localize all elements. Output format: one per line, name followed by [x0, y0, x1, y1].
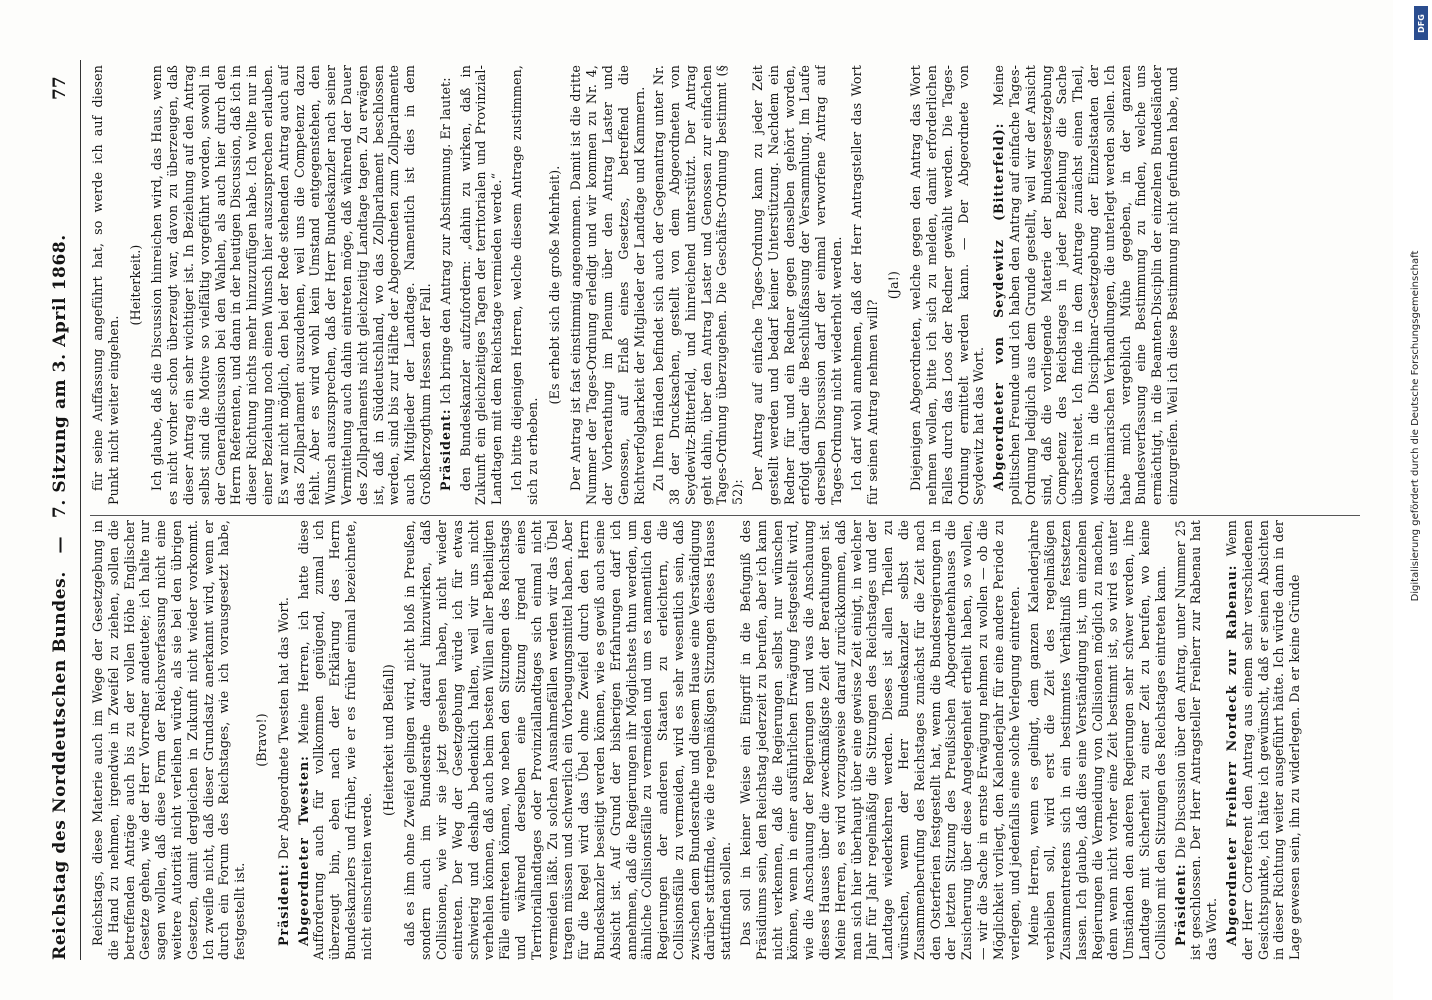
speech-paragraph: [1224, 520, 1303, 960]
speaker-label: Präsident:: [275, 863, 291, 946]
digitization-note: [1410, 250, 1428, 602]
quoted-motion: Der Antrag auf einfache Tages-Ordnung kann zu jeder Zeit gestellt werden und bedarf keiner Unterstützung. Nachdem ein Redner für und ein Redner gegen denselben gehört worden, erfolgt darüber die Beschlußfassung der Versammlung. Im Laufe derselben Discussion darf der einmal verworfene Antrag auf Tages-Ordnung nicht wiederholt werden.: [750, 65, 845, 505]
left-column: [90, 520, 1370, 960]
dfg-logo-text: DFG: [1416, 13, 1426, 33]
digitization-note-text: Digitalisierung gefördert durch die Deutsche Forschungsgemeinschaft: [1410, 250, 1421, 602]
dfg-logo: [1414, 6, 1428, 40]
speech-paragraph: [276, 520, 292, 960]
stage-direction: (Heiterkeit.): [127, 244, 143, 326]
body-paragraph: für seine Auffassung angeführt hat, so werde ich auf diesen Punkt nicht weiter eingehen.: [90, 65, 121, 505]
body-paragraph: Der Antrag ist fast einstimmig angenommen. Damit ist die dritte Nummer der Tages-Ordnung erledigt und wir kommen zu Nr. 4, der Vorberathung im Plenum über den Antrag Laster und Genossen, auf Erlaß eines Gesetzes, betreffend die Richtverfolgbarkeit der Mitglieder der Landtage und Kammern.: [568, 65, 647, 505]
speech-paragraph: [991, 65, 1181, 505]
stage-direction: (Bravo!): [253, 713, 269, 767]
speech-paragraph: [438, 65, 454, 505]
column-divider: [90, 515, 1360, 516]
body-paragraph: Ich glaube, daß die Discussion hinreichen wird, das Haus, wenn es nicht vorher schon überzeugt war, davon zu überzeugen, daß dieser Antrag ein sehr wichtiger ist. In Beziehung auf den Antrag selbst sind die Motive so vielfältig vorgeführt worden, sowohl in der Generaldiscussion bei den Wahlen, als auch hier durch den Herrn Referenten, und dann in der heutigen Discussion, daß ich in dieser Richtung nichts mehr hinzuzufügen habe. Ich wollte nur in einer Beziehung noch einen Wunsch hier auszusprechen erlauben. Es war nicht möglich, den bei der Rede stehenden Antrag auch auf das Zollparlament auszudehnen, weil uns die Competenz dazu fehlt. Aber es wird wohl kein Umstand entgegenstehen, den Wunsch auszusprechen, daß der Herr Bundeskanzler nach seiner Vermittelung auch dahin eintreten möge, daß während der Dauer des Zollparlaments nicht gleichzeitig Landtage tagen. Zu erwägen ist, daß in Süddeutschland, wo das Zollparlament beschlossen werden, sind bis zur Hälfte der Abgeordneten zum Zollparlamente auch Mitglieder der Landtage. Namentlich ist dies in dem Großherzogthum Hessen der Fall.: [149, 65, 433, 505]
body-paragraph: Diejenigen Abgeordneten, welche gegen den Antrag das Wort nehmen wollen, bitte ich sich zu melden, damit erforderlichen Falles durch das Loos der Redner gewählt werden. Die Tages-Ordnung ermittelt werden kann. — Der Abgeordnete von Seydewitz hat das Wort.: [908, 65, 987, 505]
speaker-label: Abgeordneter Freiherr Nordeck zur Rabenau:: [1223, 564, 1239, 946]
quoted-motion: den Bundeskanzler aufzufordern: „dahin zu wirken, daß in Zukunft ein gleichzeitiges Tagen der territorialen und Provinzial-Landtagen mit dem Reichstage vermieden werde.“: [457, 65, 505, 505]
body-paragraph: Ich bitte diejenigen Herren, welche diesem Antrage zustimmen, sich zu erheben.: [508, 65, 540, 505]
right-column: [90, 65, 1370, 505]
body-paragraph: Ich darf wohl annehmen, daß der Herr Antragsteller das Wort für seinen Antrag nehmen will?: [848, 65, 880, 505]
speech-text: Meine Herren, ich hatte diese Aufforderung auch für vollkommen genügend, zumal ich überzeugt bin, eben nach der Erklärung des Herrn Bundeskanzlers und früher, wie er es früher einmal bezeichnete, nicht einschreiten werde.: [295, 520, 374, 960]
speaker-label: Abgeordneter von Seydewitz (Bitterfeld):: [991, 122, 1007, 491]
rotated-page-content: [50, 40, 1390, 980]
running-head-left: Reichstag des Norddeutschen Bundes.: [50, 571, 70, 960]
body-paragraph: Zu Ihren Händen befindet sich auch der Gegenantrag unter Nr. 38 der Drucksachen, gestellt von dem Abgeordneten von Seydewitz-Bitterfeld, und hinreichend unterstützt. Der Antrag geht dahin, über den Antrag Laster und Genossen zur einfachen Tages-Ordnung überzugehen. Die Geschäfts-Ordnung bestimmt (§ 52):: [651, 65, 746, 505]
stage-direction: (Es erhebt sich die große Mehrheit).: [546, 165, 562, 405]
running-head-right: 7. Sitzung am 3. April 1868.: [50, 234, 70, 519]
speaker-label: Abgeordneter Twesten:: [295, 755, 311, 946]
running-head-separator: —: [50, 535, 70, 554]
speech-paragraph: [1173, 520, 1220, 960]
speech-text: Ich bringe den Antrag zur Abstimmung. Er lautet:: [437, 77, 453, 409]
body-paragraph: Reichstags, diese Materie auch im Wege der Gesetzgebung in die Hand zu nehmen, irgendwie in Zweifel zu ziehen, sollen die betreffenden Anträge auch bis zu der vollen Höhe Englischer Gesetze gehen, wie der Herr Vorredner andeutete; ich halte nur sagen wollen, daß diese Form der Reichsverfassung nicht eine weitere Autorität nicht verleihen würde, als sie bei den übrigen Gesetzen, damit dergleichen in Zukunft nicht wieder vorkommt. Ich zweifle nicht, daß dieser Grundsatz anerkannt wird, wenn er durch ein Forum des Reichstages, wie ich vorausgesetzt habe, festgestellt ist.: [90, 520, 248, 960]
body-paragraph: daß es ihm ohne Zweifel gelingen wird, nicht bloß in Preußen, sondern auch im Bundesrathe darauf hinzuwirken, daß Collisionen, wie wir sie jetzt gesehen haben, nicht wieder eintreten. Der Weg der Gesetzgebung würde ich für etwas schwierig und deshalb bedenklich halten, weil wir uns nicht verhehlen können, daß auch beim besten Willen aller Betheiligten Fälle eintreten können, wo neben den Sitzungen des Reichstags und während derselben eine Sitzung irgend eines Territoriallandtages oder Provinziallandtages sich einmal nicht vermeiden läßt. Zu solchen Ausnahmefällen werden wir das Übel tragen müssen und schwerlich ein Vorbeugungsmittel haben. Aber für die Regel wird das Übel ohne Zweifel durch den Herrn Bundeskanzler beseitigt werden können, wie es gewiß auch seine Absicht ist. Auf Grund der bisherigen Erfahrungen darf ich annehmen, daß die Regierungen ihr Möglichstes thun werden, um ähnliche Collisionsfälle zu vermeiden und um es namentlich den Regierungen der anderen Staaten zu erleichtern, die Collisionsfälle zu vermeiden, wird es sehr wesentlich sein, daß zwischen dem Bundesrathe und diesem Hause eine Verständigung darüber stattfinde, wie die regelmäßigen Sitzungen dieses Hauses stattfinden sollen.: [402, 520, 734, 960]
speaker-label: Präsident:: [1172, 863, 1188, 946]
body-paragraph: Das soll in keiner Weise ein Eingriff in die Befugniß des Präsidiums sein, den Reichstag jederzeit zu berufen, aber ich kann nicht verkennen, daß die Regierungen selbst nur wünschen können, wenn in einer ausführlichen Erwägung festgestellt wird, wie die Anschauung der Regierungen und was die Anschauung dieses Hauses über die zweckmäßigste Zeit der Berathungen ist. Meine Herren, es wird vorzugsweise darauf zurückkommen, daß man sich hier überhaupt über eine gewisse Zeit einigt, in welcher Jahr für Jahr regelmäßig die Sitzungen des Reichstages und der Landtage wiederkehren werden. Dieses ist allen Theilen zu wünschen, wenn der Herr Bundeskanzler selbst die Zusammenberufung des Reichstages zunächst für die Zeit nach den Osterferien festgestellt hat, wenn die Bundesregierungen in der letzten Sitzung des Preußischen Abgeordnetenhauses die Zusicherung über diese Angelegenheit ertheilt haben, so wollen, — wir die Sache in ernste Erwägung nehmen zu wollen — ob die Möglichkeit vorliegt, den Kalenderjahr für eine andere Periode zu verlegen, und jedenfalls eine solche Verlegung eintreten.: [738, 520, 1022, 960]
body-paragraph: Meine Herren, wenn es gelingt, dem ganzen Kalenderjahre verbleiben soll, wird erst die Zeit des regelmäßigen Zusammentretens sich in ein bestimmtes Verhältniß festsetzen lassen. Ich glaube, daß dies eine Verständigung ist, um einzelnen Regierungen die Vermeidung von Collisionen möglich zu machen, denn wenn nicht vorher eine Zeit bestimmt ist, so wird es unter Umständen den anderen Regierungen sehr schwer werden, ihre Landtage mit Sicherheit zu einer Zeit zu berufen, wo keine Collision mit den Sitzungen des Reichstages eintreten kann.: [1026, 520, 1168, 960]
speech-text: Der Abgeordnete Twesten hat das Wort.: [275, 596, 291, 864]
running-head: [50, 60, 78, 960]
speech-text: Meine politischen Freunde und ich haben den Antrag auf einfache Tages-Ordnung lediglich aus dem Grunde gestellt, weil wir der Ansicht sind, daß die vorliegende Materie der Bundesgesetzgebung Competenz des Reichstages in jeder Beziehung die Sache überschreitet. Ich finde in dem Antrage zunächst einen Theil, wonach in die Disciplinar-Gesetzgebung der Einzelstaaten der discriminarischen Verhandlungen, die unterlegt werden sollen. Ich habe mich vergeblich Mühe gegeben, in der ganzen Bundesverfassung eine Bestimmung zu finden, welche uns ermächtigt, in die Beamten-Disciplin der einzelnen Bundesländer einzugreifen. Weil ich diese Bestimmung nicht gefunden habe, und: [991, 65, 1180, 505]
stage-direction: (Heiterkeit und Beifall): [380, 664, 396, 816]
stage-direction: (Ja!): [886, 270, 902, 300]
header-rule: [80, 60, 81, 960]
speech-text: Wenn der Herr Correferent den Antrag aus einem sehr verschiedenen Gesichtspunkte, ich hätte ich gewünscht, daß er seinen Absichten in dieser Richtung weiter ausgeführt hätte. Ich würde dann in der Lage gewesen sein, ihn zu widerlegen. Da er keine Gründe: [1223, 520, 1303, 960]
speech-text: Die Discussion über den Antrag, unter Nummer 25 ist geschlossen. Der Herr Antragsteller Freiherr zur Rabenau hat das Wort.: [1172, 520, 1220, 960]
speech-paragraph: [296, 520, 375, 960]
speaker-label: Präsident:: [437, 408, 453, 491]
page-number: 77: [50, 76, 70, 100]
